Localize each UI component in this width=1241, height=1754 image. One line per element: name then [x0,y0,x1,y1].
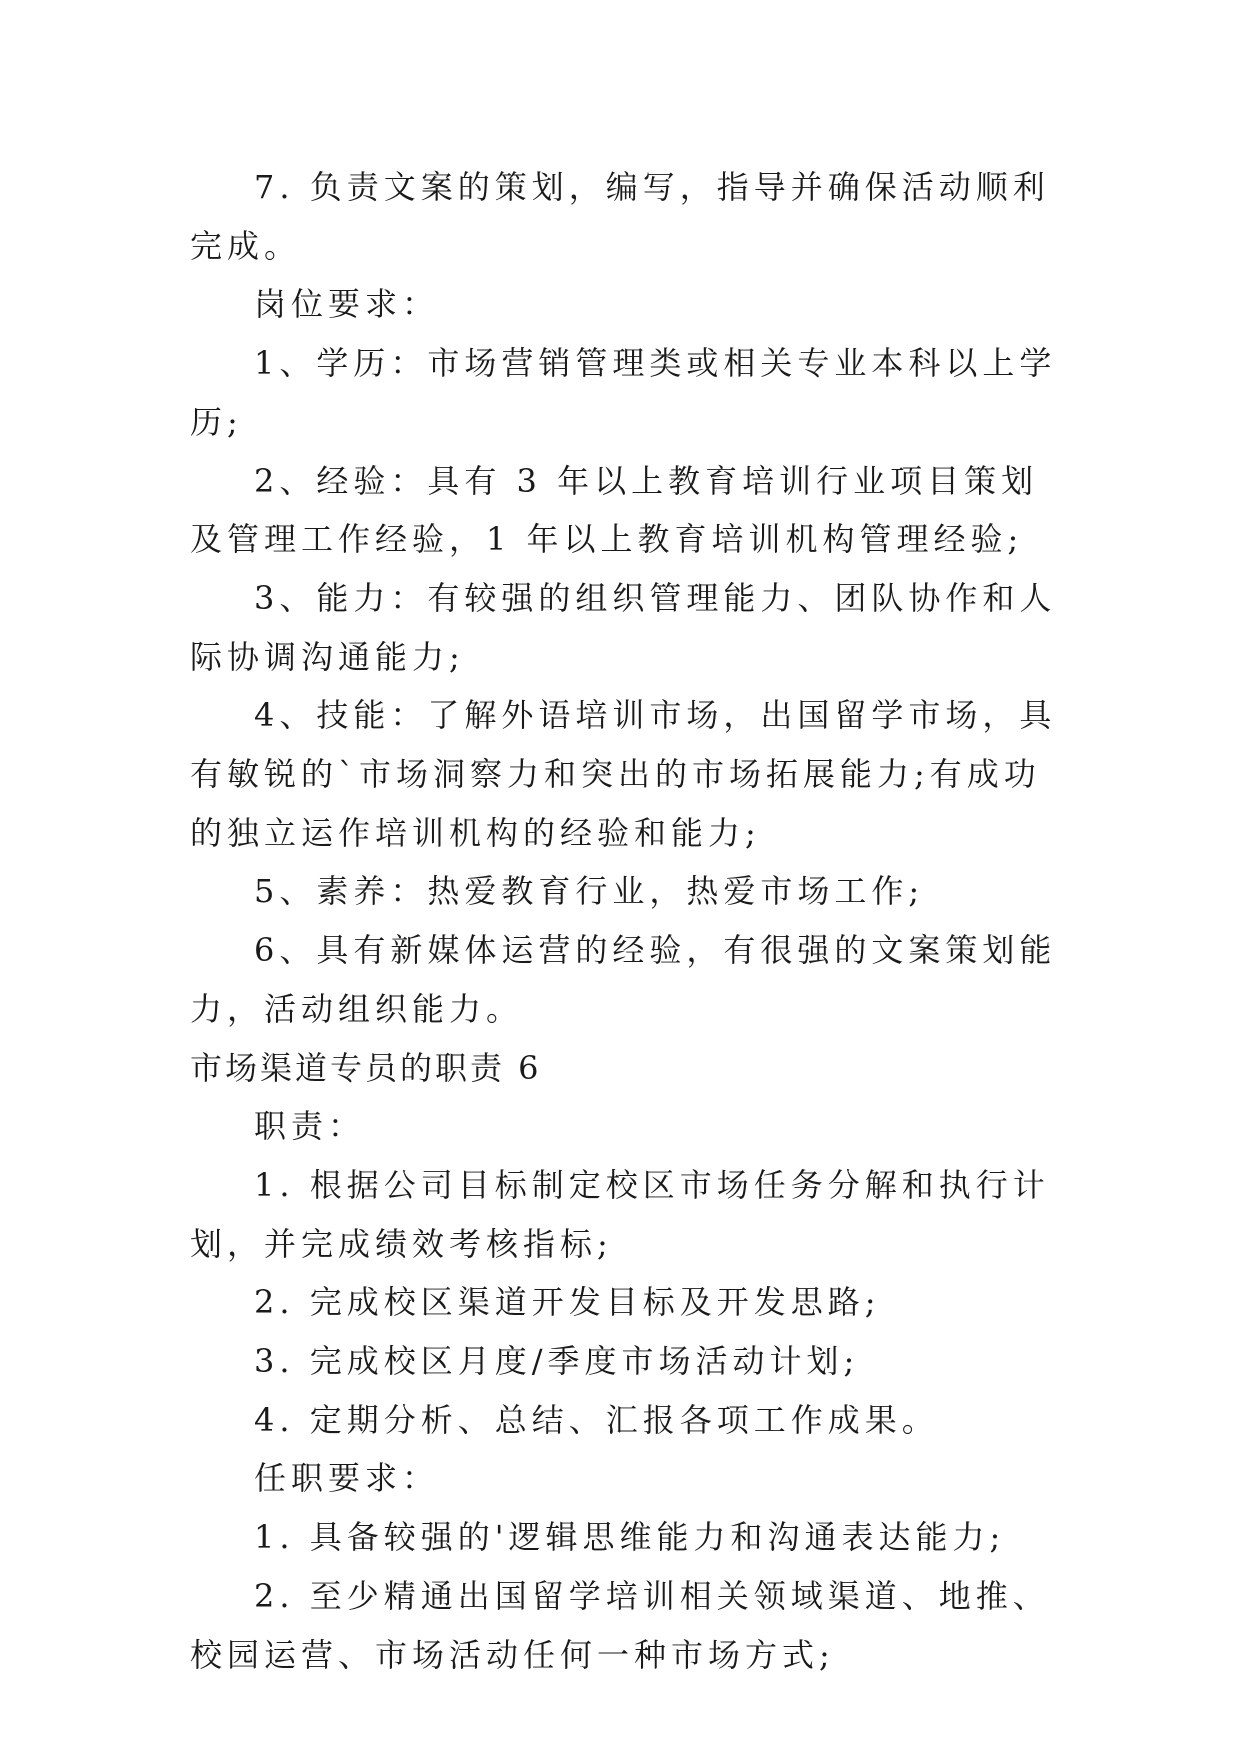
section-title: 市场渠道专员的职责 6 [190,1048,542,1087]
paragraph-education-requirement: 1、学历：市场营销管理类或相关专业本科以上学历; [190,344,1057,441]
paragraph-quality-requirement: 5、素养：热爱教育行业，热爱市场工作; [254,872,925,911]
document-body [190,158,1070,1684]
paragraph-experience-requirement: 2、经验：具有 3 年以上教育培训行业项目策划及管理工作经验，1 年以上教育培训机构管理经验; [190,461,1039,559]
paragraph-duty-2: 2. 完成校区渠道开发目标及开发思路; [254,1283,881,1322]
paragraph-duty-3: 3. 完成校区月度/季度市场活动计划; [254,1342,860,1381]
paragraph-qualifications-heading: 任职要求： [254,1459,440,1498]
paragraph-qualification-1: 1. 具备较强的'逻辑思维能力和沟通表达能力; [254,1518,1006,1557]
paragraph-duties-heading: 职责： [254,1107,366,1146]
paragraph-item-7-duty: 7. 负责文案的策划，编写，指导并确保活动顺利完成。 [190,168,1050,265]
paragraph-new-media-requirement: 6、具有新媒体运营的经验，有很强的文案策划能力，活动组织能力。 [190,931,1057,1028]
paragraph-duty-4: 4. 定期分析、总结、汇报各项工作成果。 [254,1400,939,1439]
paragraph-qualification-2: 2. 至少精通出国留学培训相关领域渠道、地推、校园运营、市场活动任何一种市场方式; [190,1576,1050,1674]
paragraph-ability-requirement: 3、能力：有较强的组织管理能力、团队协作和人际协调沟通能力; [190,578,1057,676]
paragraph-job-requirements-heading: 岗位要求： [254,285,440,324]
paragraph-skill-requirement: 4、技能：了解外语培训市场，出国留学市场，具有敏锐的`市场洞察力和突出的市场拓展能力;有成功的独立运作培训机构的经验和能力; [190,696,1057,852]
paragraph-duty-1: 1. 根据公司目标制定校区市场任务分解和执行计划，并完成绩效考核指标; [190,1165,1050,1263]
